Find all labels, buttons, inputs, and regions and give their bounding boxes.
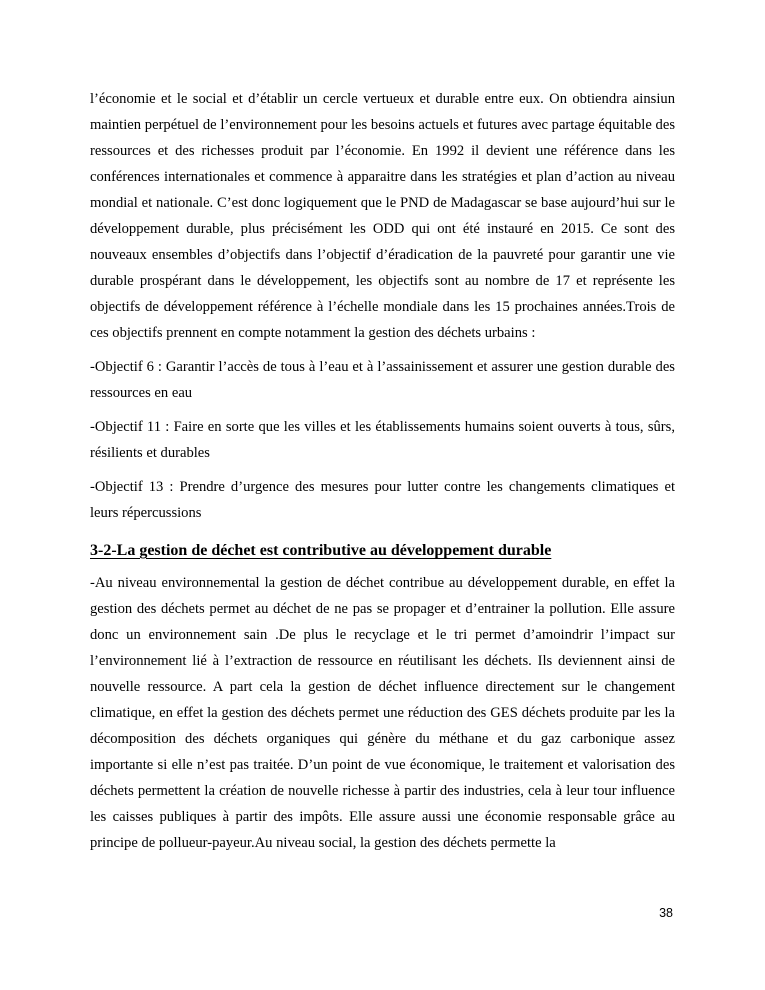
section-heading: 3-2-La gestion de déchet est contributive au développement durable (90, 542, 552, 559)
section-paragraph: -Au niveau environnemental la gestion de déchet contribue au développement durable, en effet la gestion des déchets permet au déchet de ne pas se propager et d’entrainer la pollution. Elle assure donc un environnement sain .De plus le recyclage et le tri permet d’amoindrir l’impact sur l’environnement lié à l’extraction de ressource en réutilisant les déchets. Ils deviennent ainsi de nouvelle ressource. A part cela la gestion de déchet influence directement sur le changement climatique, en effet la gestion des déchets permet une réduction des GES déchets produite par les la décomposition des déchets organiques qui génère du méthane et du gaz carbonique assez importante si elle n’est pas traitée. D’un point de vue économique, le traitement et valorisation des déchets permettent la création de nouvelle richesse à partir des industries, cela à leur tour influence les caisses publiques à partir des impôts. Elle assure aussi une économie responsable grâce au principe de pollueur-payeur.Au niveau social, la gestion des déchets permette la (90, 575, 675, 851)
objective-6: -Objectif 6 : Garantir l’accès de tous à l’eau et à l’assainissement et assurer une gestion durable des ressources en eau (90, 359, 675, 401)
document-body (90, 86, 675, 856)
intro-paragraph: l’économie et le social et d’établir un cercle vertueux et durable entre eux. On obtiendra ainsiun maintien perpétuel de l’environnement pour les besoins actuels et futures avec partage équitable des ressources et des richesses produit par l’économie. En 1992 il devient une référence dans les conférences internationales et commence à apparaitre dans les stratégies et plan d’action au niveau mondial et nationale. C’est donc logiquement que le PND de Madagascar se base aujourd’hui sur le développement durable, plus précisément les ODD qui ont été instauré en 2015. Ce sont des nouveaux ensembles d’objectifs dans l’objectif d’éradication de la pauvreté pour garantir une vie durable prospérant dans le développement, les objectifs sont au nombre de 17 et représente les objectifs de développement référence à l’échelle mondiale dans les 15 prochaines années.Trois de ces objectifs prennent en compte notamment la gestion des déchets urbains : (90, 91, 675, 341)
page-number: 38 (659, 906, 673, 920)
objective-13: -Objectif 13 : Prendre d’urgence des mesures pour lutter contre les changements climatiques et leurs répercussions (90, 479, 675, 521)
objective-11: -Objectif 11 : Faire en sorte que les villes et les établissements humains soient ouverts à tous, sûrs, résilients et durables (90, 419, 675, 461)
